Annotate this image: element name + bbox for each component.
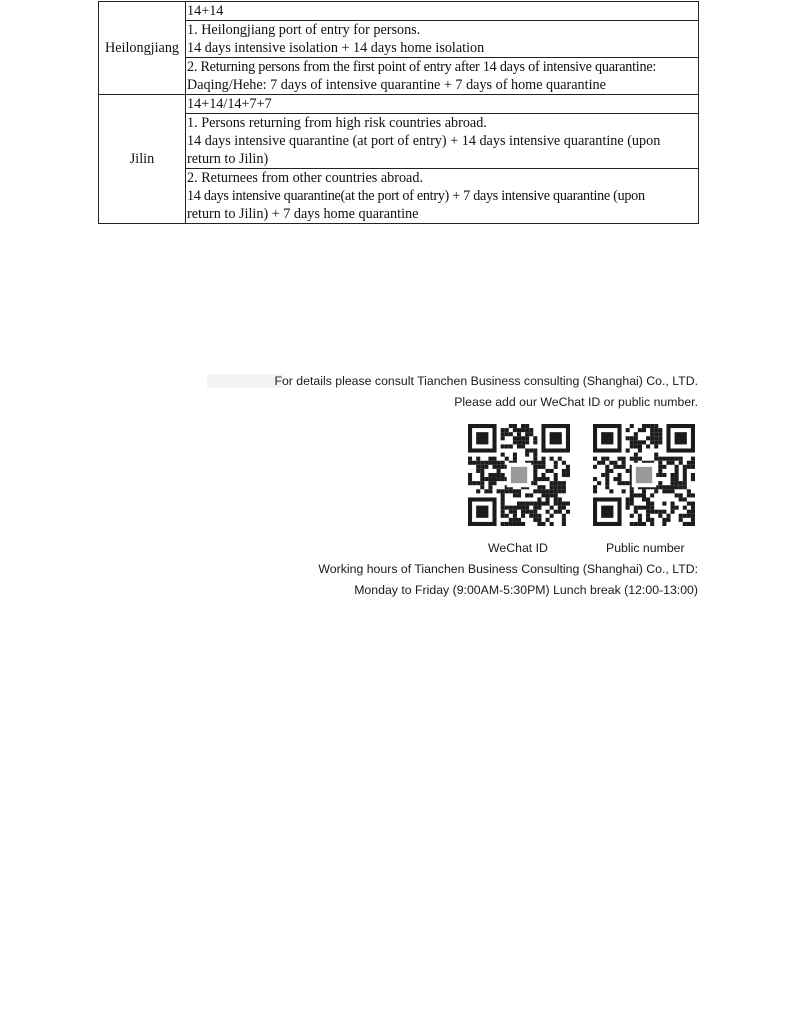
public-number-qr-code <box>592 424 696 526</box>
table-row <box>99 169 699 224</box>
policy-line: return to Jilin) <box>187 151 269 167</box>
region-cell: Jilin <box>99 95 186 224</box>
table-row <box>99 114 699 169</box>
policy-line: 14+14 <box>187 3 224 19</box>
add-wechat-text: Please add our WeChat ID or public number. <box>454 395 698 409</box>
policy-line: 14 days intensive quarantine (at port of entry) + 14 days intensive quarantine (upon <box>187 133 661 149</box>
policy-line: Daqing/Hehe: 7 days of intensive quarantine + 7 days of home quarantine <box>187 77 606 93</box>
policy-line: 14 days intensive quarantine(at the port of entry) + 7 days intensive quarantine (upon <box>187 188 645 204</box>
public-number-label: Public number <box>606 541 685 555</box>
wechat-qr-code <box>467 424 571 526</box>
working-hours-title: Working hours of Tianchen Business Consulting (Shanghai) Co., LTD: <box>318 562 698 576</box>
table-row <box>99 58 699 95</box>
highlight-background <box>207 374 283 388</box>
region-cell: Heilongjiang <box>99 2 186 95</box>
quarantine-policy-table <box>98 1 699 224</box>
policy-line: 2. Returnees from other countries abroad. <box>187 170 423 186</box>
policy-cell <box>186 2 699 21</box>
policy-line: 1. Persons returning from high risk countries abroad. <box>187 115 487 131</box>
policy-cell <box>186 58 699 95</box>
policy-line: 14 days intensive isolation + 14 days home isolation <box>187 40 485 56</box>
policy-line: 1. Heilongjiang port of entry for persons. <box>187 22 421 38</box>
policy-line: 14+14/14+7+7 <box>187 96 272 112</box>
policy-line: return to Jilin) + 7 days home quarantine <box>187 206 419 222</box>
table-row <box>99 2 699 21</box>
consult-text: For details please consult Tianchen Business consulting (Shanghai) Co., LTD. <box>274 374 698 388</box>
working-hours-text: Monday to Friday (9:00AM-5:30PM) Lunch break (12:00-13:00) <box>354 583 698 597</box>
policy-line: 2. Returning persons from the first point of entry after 14 days of intensive quarantine: <box>187 59 657 75</box>
qr-code-icon <box>592 424 696 526</box>
wechat-id-label: WeChat ID <box>488 541 548 555</box>
policy-cell <box>186 21 699 58</box>
policy-cell <box>186 95 699 114</box>
policy-cell <box>186 169 699 224</box>
table-row <box>99 21 699 58</box>
table-row <box>99 95 699 114</box>
qr-code-icon <box>467 424 571 526</box>
policy-cell <box>186 114 699 169</box>
